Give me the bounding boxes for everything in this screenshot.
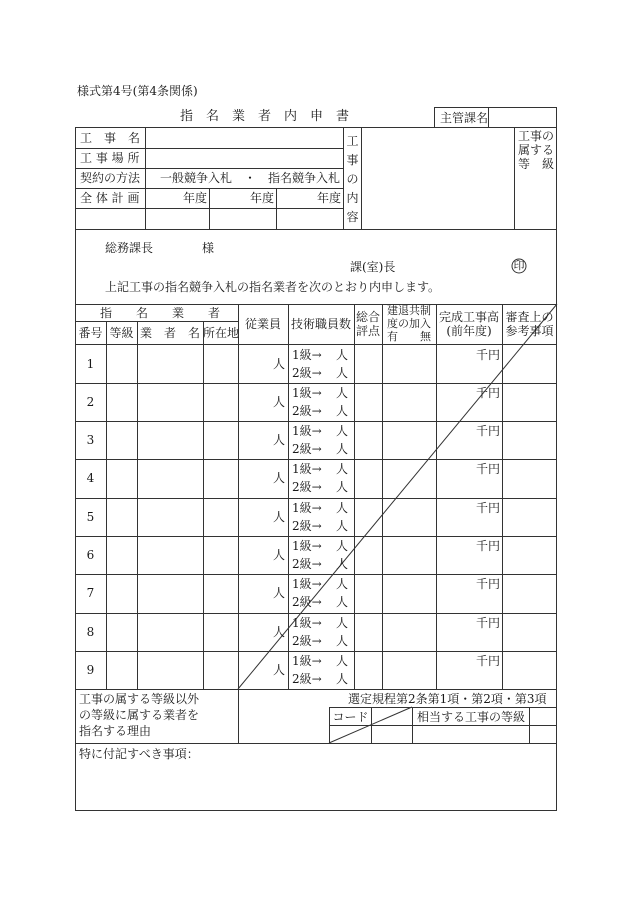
row-label-overall-plan: 全 体 計 画 — [80, 191, 140, 205]
grade1-label: 1級→ — [292, 616, 322, 630]
grade2-label: 2級→ — [292, 595, 322, 609]
project-name-input[interactable] — [146, 129, 343, 148]
seal-mark: 印 — [513, 259, 525, 272]
relevant-grade-label: 相当する工事の等級 — [416, 710, 525, 724]
employee-unit: 人 — [273, 548, 286, 562]
grade2-unit: 人 — [336, 519, 349, 533]
row-label-project-name: 工 事 名 — [80, 131, 141, 145]
header-remarks-1: 審査上の — [505, 310, 554, 324]
content-label-1: 工 — [346, 134, 359, 148]
sender: 課(室)長 — [350, 260, 396, 274]
header-location: 所在地 — [203, 326, 240, 340]
addressee: 総務課長 — [105, 241, 154, 255]
grade2-unit: 人 — [336, 366, 349, 380]
content-label-3: の — [346, 172, 359, 186]
row-number: 3 — [86, 433, 95, 447]
reason-label-3: 指名する理由 — [79, 724, 152, 738]
row-number: 6 — [86, 548, 95, 562]
grade1-label: 1級→ — [292, 577, 322, 591]
header-kyosai-3: 有 無 — [387, 330, 431, 343]
form-number: 様式第4号(第4条関係) — [77, 84, 198, 98]
grade1-unit: 人 — [336, 424, 349, 438]
row-number: 8 — [86, 625, 95, 639]
grade2-label: 2級→ — [292, 672, 322, 686]
contract-method-options[interactable]: 一般競争入札 ・ 指名競争入札 — [160, 171, 341, 185]
project-content-input[interactable] — [362, 129, 514, 229]
header-score-2: 評点 — [355, 324, 380, 338]
code-label: コード — [332, 710, 369, 724]
sales-unit: 千円 — [476, 501, 501, 515]
header-tech-staff: 技術職員数 — [290, 317, 351, 331]
sales-unit: 千円 — [476, 462, 501, 476]
row-label-location: 工 事 場 所 — [80, 151, 140, 165]
grade1-label: 1級→ — [292, 501, 322, 515]
grade1-unit: 人 — [336, 348, 349, 362]
grade2-label: 2級→ — [292, 404, 322, 418]
row-number: 2 — [86, 395, 95, 409]
page-title: 指 名 業 者 内 申 書 — [180, 109, 350, 124]
group-header: 指 名 業 者 — [100, 306, 221, 320]
grade-label-1: 工事の — [517, 129, 554, 143]
employee-unit: 人 — [273, 510, 286, 524]
sales-unit: 千円 — [476, 577, 501, 591]
row-label-contract-method: 契約の方法 — [80, 171, 141, 185]
employee-unit: 人 — [273, 357, 286, 371]
sales-unit: 千円 — [476, 348, 501, 362]
grade1-unit: 人 — [336, 386, 349, 400]
header-kyosai-1: 建退共制 — [387, 304, 431, 317]
grade1-label: 1級→ — [292, 462, 322, 476]
header-grade: 等級 — [109, 326, 134, 340]
header-score-1: 総合 — [355, 310, 380, 324]
year-label-2: 年度 — [249, 191, 274, 205]
header-employees: 従業員 — [244, 317, 281, 331]
grade2-label: 2級→ — [292, 519, 322, 533]
content-label-2: 事 — [346, 153, 359, 167]
sales-unit: 千円 — [476, 539, 501, 553]
content-label-5: 容 — [346, 210, 359, 224]
grade2-label: 2級→ — [292, 366, 322, 380]
grade2-label: 2級→ — [292, 557, 322, 571]
header-company-name: 業 者 名 — [139, 326, 200, 340]
header-no: 番号 — [78, 326, 103, 340]
sales-unit: 千円 — [476, 654, 501, 668]
row-number: 9 — [86, 663, 95, 677]
grade2-unit: 人 — [336, 404, 349, 418]
grade1-label: 1級→ — [292, 424, 322, 438]
special-notes-label: 特に付記すべき事項： — [79, 747, 199, 761]
grade1-label: 1級→ — [292, 539, 322, 553]
grade1-label: 1級→ — [292, 348, 322, 362]
row-number: 4 — [86, 471, 95, 485]
grade-label-3: 等 級 — [517, 157, 554, 171]
grade1-unit: 人 — [336, 501, 349, 515]
grade1-label: 1級→ — [292, 386, 322, 400]
grade2-label: 2級→ — [292, 634, 322, 648]
grade2-unit: 人 — [336, 442, 349, 456]
special-notes-input[interactable] — [76, 764, 556, 810]
grade2-unit: 人 — [336, 595, 349, 609]
row-number: 1 — [86, 357, 95, 371]
employee-unit: 人 — [273, 586, 286, 600]
sales-unit: 千円 — [476, 386, 501, 400]
grade2-unit: 人 — [336, 634, 349, 648]
employee-unit: 人 — [273, 395, 286, 409]
grade2-unit: 人 — [336, 480, 349, 494]
dept-label: 主管課名 — [440, 111, 489, 125]
employee-unit: 人 — [273, 625, 286, 639]
sales-unit: 千円 — [476, 616, 501, 630]
year-label-3: 年度 — [316, 191, 341, 205]
grade1-unit: 人 — [336, 539, 349, 553]
grade2-label: 2級→ — [292, 442, 322, 456]
header-kyosai-2: 度の加入 — [387, 317, 431, 330]
header-sales-1: 完成工事高 — [438, 310, 499, 324]
employee-unit: 人 — [273, 663, 286, 677]
header-sales-2: (前年度) — [446, 324, 492, 338]
reason-label-1: 工事の属する等級以外 — [79, 692, 200, 706]
selection-rule: 選定規程第2条第1項・第2項・第3項 — [348, 692, 547, 706]
grade2-unit: 人 — [336, 672, 349, 686]
row-number: 5 — [86, 510, 95, 524]
grade1-label: 1級→ — [292, 654, 322, 668]
grade2-unit: 人 — [336, 557, 349, 571]
relevant-grade-input[interactable] — [413, 726, 529, 743]
grade1-unit: 人 — [336, 462, 349, 476]
reason-label-2: の等級に属する業者を — [79, 708, 200, 722]
row-number: 7 — [86, 586, 95, 600]
code-input[interactable] — [372, 726, 412, 743]
header-remarks-2: 参考事項 — [505, 324, 554, 338]
year-label-1: 年度 — [182, 191, 207, 205]
grade2-label: 2級→ — [292, 480, 322, 494]
reason-input[interactable] — [239, 690, 329, 743]
employee-unit: 人 — [273, 433, 286, 447]
statement-text: 上記工事の指名競争入札の指名業者を次のとおり内申します。 — [105, 280, 441, 294]
content-label-4: 内 — [346, 191, 359, 205]
grade-label-2: 属する — [517, 143, 554, 157]
location-input[interactable] — [146, 149, 343, 168]
employee-unit: 人 — [273, 471, 286, 485]
grade1-unit: 人 — [336, 654, 349, 668]
sales-unit: 千円 — [476, 424, 501, 438]
grade1-unit: 人 — [336, 577, 349, 591]
grade1-unit: 人 — [336, 616, 349, 630]
addressee-honorific: 様 — [202, 241, 215, 255]
